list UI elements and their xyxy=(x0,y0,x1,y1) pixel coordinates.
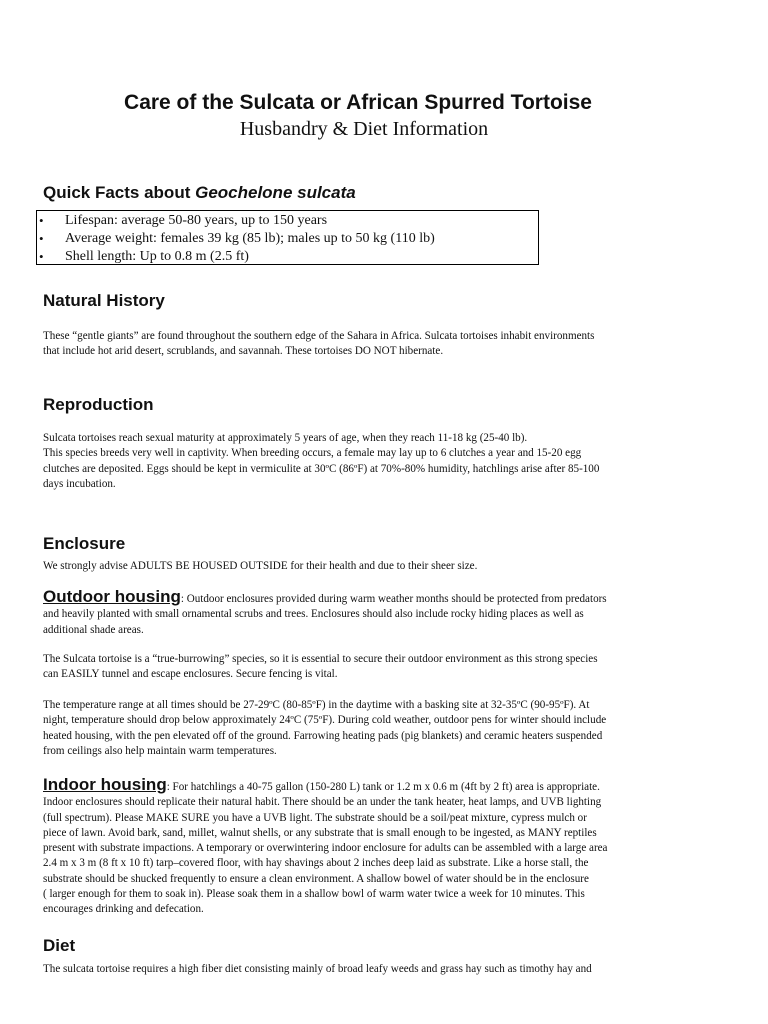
paragraph-line xyxy=(43,589,683,607)
quick-facts-box xyxy=(36,210,539,265)
paragraph-line: Sulcata tortoises reach sexual maturity at approximately 5 years of age, when they reach 11-18 kg (25-40 lb). xyxy=(43,432,528,444)
paragraph-line: from ceilings also help maintain warm temperatures. xyxy=(43,744,277,757)
paragraph-line: additional shade areas. xyxy=(43,623,144,636)
enclosure-intro xyxy=(43,559,683,574)
paragraph-line: present with substrate impactions. A temporary or overwintering indoor enclosure for adults can be assembled with a large area xyxy=(43,842,608,855)
fact-shell-length xyxy=(39,249,249,265)
enclosure-heading: Enclosure xyxy=(43,534,126,553)
fact-text: Shell length: Up to 0.8 m (2.5 ft) xyxy=(65,249,249,264)
paragraph-line: The sulcata tortoise requires a high fiber diet consisting mainly of broad leafy weeds and grass hay such as timothy hay and xyxy=(43,963,592,975)
outdoor-housing-heading: Outdoor housing xyxy=(43,587,181,606)
natural-history-heading: Natural History xyxy=(43,291,165,310)
paragraph-line: 2.4 m x 3 m (8 ft x 10 ft) tarp–covered floor, with hay shavings about 2 inches deep laid as substrate. Like a horse stall, the xyxy=(43,857,589,870)
temperature-paragraph xyxy=(43,698,683,759)
indoor-housing-paragraph xyxy=(43,777,683,918)
paragraph-line: night, temperature should drop below approximately 24ºC (75ºF). During cold weather, outdoor pens for winter should include xyxy=(43,714,607,727)
paragraph-line: The Sulcata tortoise is a “true-burrowing” species, so it is essential to secure their outdoor environment as this strong species xyxy=(43,653,598,665)
paragraph-text: : Outdoor enclosures provided during warm weather months should be protected from predators xyxy=(180,593,607,605)
outdoor-housing-paragraph xyxy=(43,589,683,638)
bullet-icon: • xyxy=(39,213,44,228)
paragraph-line: This species breeds very well in captivity. When breeding occurs, a female may lay up to 6 clutches a year and 15-20 egg xyxy=(43,447,582,460)
paragraph-text: : For hatchlings a 40-75 gallon (150-280 L) tank or 1.2 m x 0.6 m (4ft by 2 ft) area is appropriate. xyxy=(166,781,600,793)
reproduction-heading: Reproduction xyxy=(43,395,154,414)
paragraph-line: heated housing, with the pen elevated off of the ground. Farrowing heating pads (pig blankets) and ceramic heaters suspended xyxy=(43,729,603,742)
diet-paragraph xyxy=(43,962,683,977)
paragraph-line: and heavily planted with small ornamental scrubs and trees. Enclosures should also include rocky hiding places as well as xyxy=(43,608,584,621)
indoor-housing-heading: Indoor housing xyxy=(43,775,167,794)
paragraph-line xyxy=(43,777,683,795)
fact-lifespan xyxy=(39,213,328,229)
paragraph-line: that include hot arid desert, scrublands, and savannah. These tortoises DO NOT hibernate. xyxy=(43,345,444,358)
quick-facts-heading xyxy=(43,183,356,203)
paragraph-line: days incubation. xyxy=(43,477,116,490)
paragraph-line: piece of lawn. Avoid bark, sand, millet, walnut shells, or any substrate that is small enough to be ingested, as MANY reptiles xyxy=(43,826,597,839)
document-title: Care of the Sulcata or African Spurred Tortoise xyxy=(124,91,592,114)
diet-heading: Diet xyxy=(43,936,76,955)
fact-text: Lifespan: average 50-80 years, up to 150 years xyxy=(65,213,328,228)
burrowing-paragraph xyxy=(43,652,683,683)
fact-weight xyxy=(39,231,435,247)
paragraph-line: ( larger enough for them to soak in). Please soak them in a shallow bowl of warm water twice a week for 10 minutes. This xyxy=(43,888,585,901)
reproduction-paragraph xyxy=(43,431,683,492)
fact-text: Average weight: females 39 kg (85 lb); males up to 50 kg (110 lb) xyxy=(65,231,435,246)
paragraph-line: We strongly advise ADULTS BE HOUSED OUTSIDE for their health and due to their sheer size. xyxy=(43,560,478,572)
paragraph-line: clutches are deposited. Eggs should be kept in vermiculite at 30ºC (86ºF) at 70%-80% humidity, hatchlings arise after 85-100 xyxy=(43,462,600,475)
species-name: Geochelone sulcata xyxy=(195,183,356,202)
natural-history-paragraph xyxy=(43,329,683,360)
paragraph-line: The temperature range at all times should be 27-29ºC (80-85ºF) in the daytime with a basking site at 32-35ºC (90-95ºF). At xyxy=(43,699,590,711)
paragraph-line: encourages drinking and defecation. xyxy=(43,903,204,916)
paragraph-line: substrate should be shucked frequently to ensure a clean environment. A shallow bowel of water should be in the enclosure xyxy=(43,872,589,885)
document-subtitle: Husbandry & Diet Information xyxy=(239,118,489,140)
bullet-icon: • xyxy=(39,231,44,246)
paragraph-line: can EASILY tunnel and escape enclosures. Secure fencing is vital. xyxy=(43,668,338,681)
quick-facts-heading-prefix: Quick Facts about xyxy=(43,183,196,202)
paragraph-line: Indoor enclosures should replicate their natural habit. There should be an under the tank heater, heat lamps, and UVB lighting xyxy=(43,796,602,809)
paragraph-line: These “gentle giants” are found throughout the southern edge of the Sahara in Africa. Sulcata tortoises inhabit environments xyxy=(43,330,595,342)
bullet-icon: • xyxy=(39,249,44,264)
paragraph-line: (full spectrum). Please MAKE SURE you have a UVB light. The substrate should be a soil/peat mixture, cypress mulch or xyxy=(43,811,587,824)
